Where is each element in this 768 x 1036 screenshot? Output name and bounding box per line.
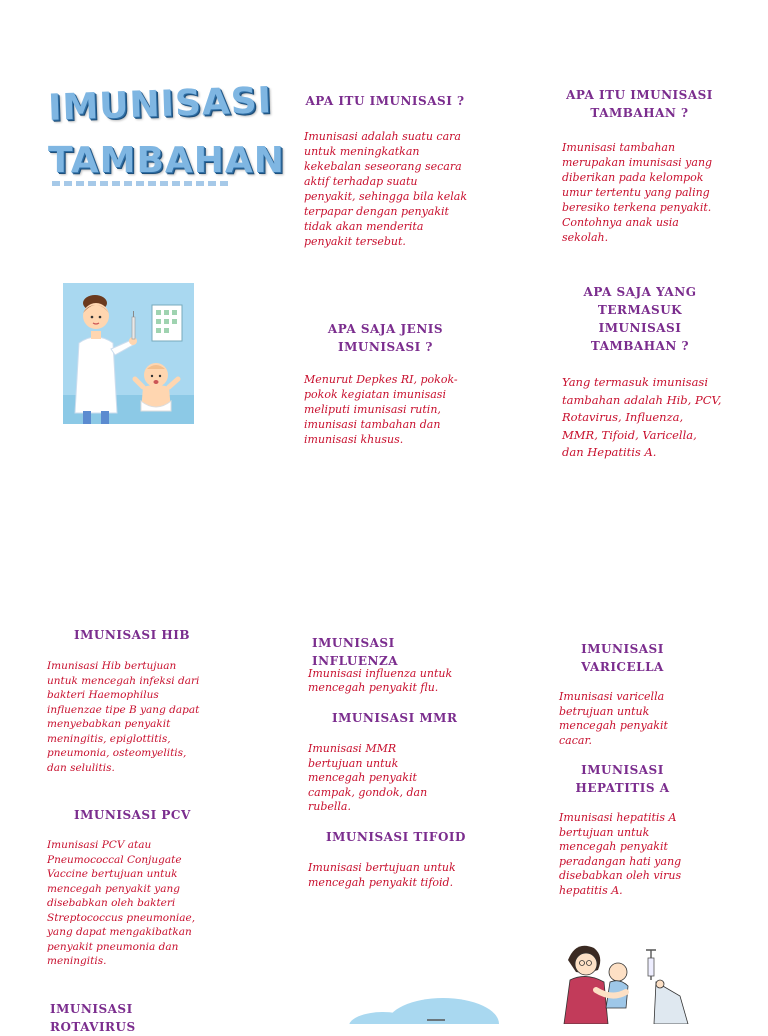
section-heading-imunisasi-tambahan: APA ITU IMUNISASI TAMBAHAN ? bbox=[566, 88, 713, 120]
section-body-influenza: Imunisasi influenza untuk mencegah penyakit flu. bbox=[308, 667, 453, 694]
nurse-holding-baby-illustration bbox=[556, 930, 696, 1024]
section-body-apa-itu-imunisasi: Imunisasi adalah suatu cara untuk meningkatkan kekebalan seseorang secara aktif terhadap suatu penyakit, sehingga bila kelak terpapar dengan penyakit tidak akan menderita penyakit tersebut. bbox=[304, 130, 468, 248]
section-body-varicella: Imunisasi varicella betrujuan untuk mencegah penyakit cacar. bbox=[559, 690, 668, 747]
section-body-tifoid: Imunisasi bertujuan untuk mencegah penyakit tifoid. bbox=[308, 861, 456, 889]
cloud-illustration bbox=[345, 996, 505, 1024]
section-heading-pcv: IMUNISASI PCV bbox=[74, 808, 191, 822]
section-body-jenis-imunisasi: Menurut Depkes RI, pokok-pokok kegiatan imunisasi meliputi imunisasi rutin, imunisasi tambahan dan imunisasi khusus. bbox=[304, 373, 458, 446]
nurse-baby-icon bbox=[556, 930, 696, 1024]
title-line-2: TAMBAHAN bbox=[48, 140, 285, 181]
section-body-pcv: Imunisasi PCV atau Pneumococcal Conjugate Vaccine bertujuan untuk mencegah penyakit yang disebabkan oleh bakteri Streptococcus pneumoniae, yang dapat mengakibatkan penyakit pneumonia dan meningitis. bbox=[47, 839, 196, 967]
title-decoration bbox=[52, 181, 232, 186]
section-heading-mmr: IMUNISASI MMR bbox=[332, 711, 458, 725]
cloud-icon bbox=[345, 996, 505, 1024]
section-body-termasuk-tambahan: Yang termasuk imunisasi tambahan adalah Hib, PCV, Rotavirus, Influenza, MMR, Tifoid, Varicella, dan Hepatitis A. bbox=[562, 375, 722, 459]
section-heading-hepatitis-a: IMUNISASI HEPATITIS A bbox=[575, 763, 670, 795]
doctor-icon bbox=[63, 283, 194, 424]
section-body-hepatitis-a: Imunisasi hepatitis A bertujuan untuk mencegah penyakit peradangan hati yang disebabkan oleh virus hepatitis A. bbox=[559, 811, 682, 897]
section-heading-apa-itu-imunisasi: APA ITU IMUNISASI ? bbox=[305, 94, 465, 108]
doctor-with-syringe-illustration bbox=[63, 283, 194, 424]
section-heading-rotavirus: IMUNISASI ROTAVIRUS bbox=[50, 1002, 136, 1034]
section-heading-hib: IMUNISASI HIB bbox=[74, 628, 190, 642]
title-line-1: IMUNISASI bbox=[47, 80, 273, 129]
section-body-hib: Imunisasi Hib bertujuan untuk mencegah infeksi dari bakteri Haemophilus influenzae tipe B yang dapat menyebabkan penyakit meningitis, epiglottitis, pneumonia, osteomyelitis, dan selulitis. bbox=[47, 660, 200, 774]
section-heading-varicella: IMUNISASI VARICELLA bbox=[581, 642, 664, 674]
section-heading-termasuk-tambahan: APA SAJA YANG TERMASUK IMUNISASI TAMBAHAN ? bbox=[583, 285, 697, 353]
section-heading-jenis-imunisasi: APA SAJA JENIS IMUNISASI ? bbox=[327, 322, 444, 354]
section-heading-tifoid: IMUNISASI TIFOID bbox=[326, 830, 466, 844]
section-heading-influenza: IMUNISASI INFLUENZA bbox=[312, 636, 399, 668]
section-body-imunisasi-tambahan: Imunisasi tambahan merupakan imunisasi yang diberikan pada kelompok umur tertentu yang paling beresiko terkena penyakit. Contohnya anak usia sekolah. bbox=[562, 141, 713, 244]
section-body-mmr: Imunisasi MMR bertujuan untuk mencegah penyakit campak, gondok, dan rubella. bbox=[308, 742, 428, 813]
